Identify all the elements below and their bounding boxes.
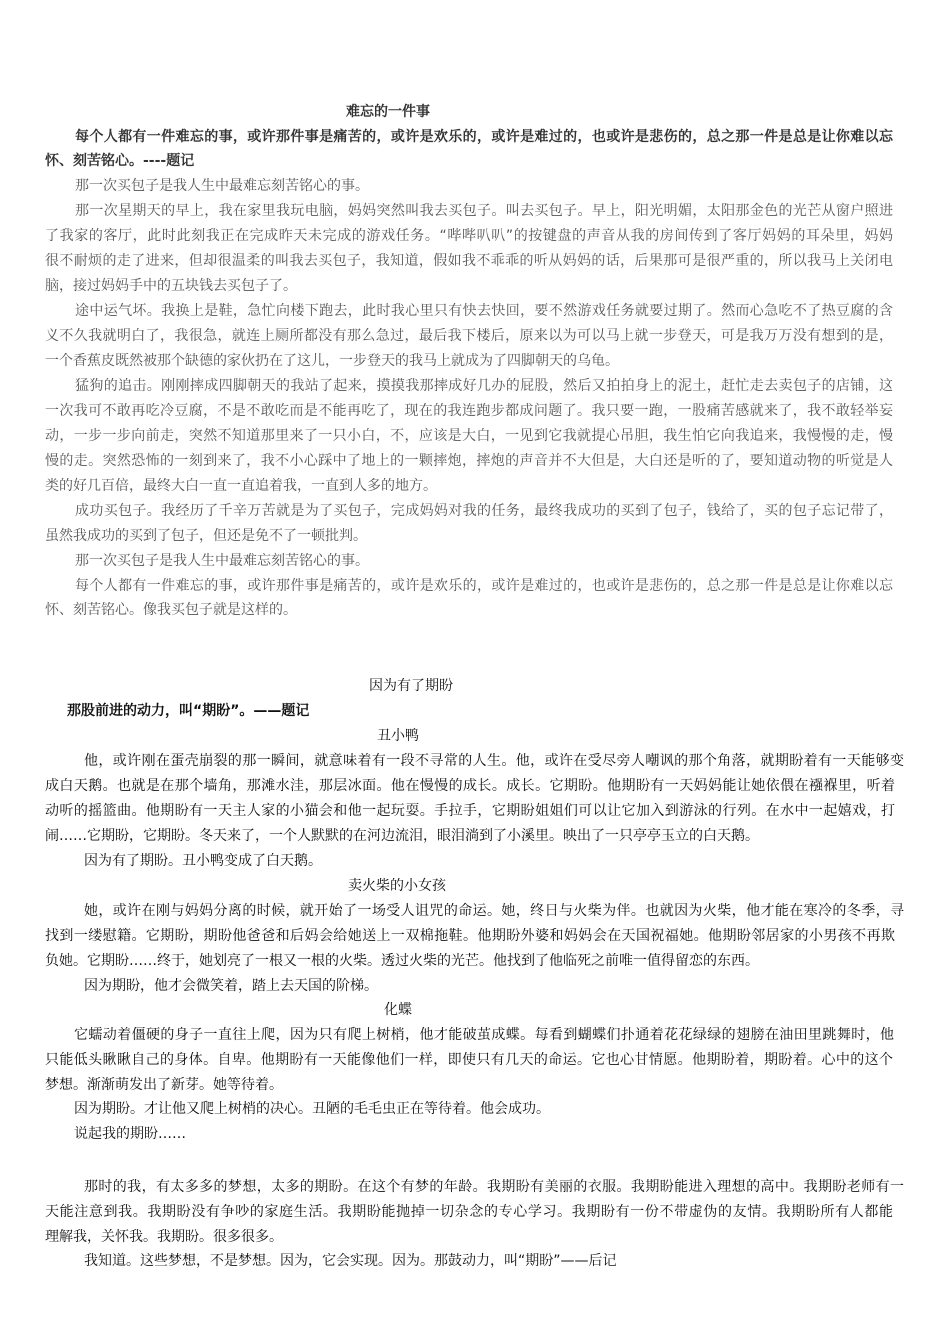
essay1-paragraph: 猛狗的追击。刚刚摔成四脚朝天的我站了起来，摸摸我那摔成好几办的屁股，然后又拍拍身上的泥土，赶忙走去卖包子的店铺，这 xyxy=(75,378,893,394)
section-line: 找到一缕慰籍。它期盼，期盼他爸爸和后妈会给她送上一双棉拖鞋。他期盼外婆和妈妈会在天国祝福她。他期盼邻居家的小男孩不再欺 xyxy=(45,928,895,944)
section-line: 天能注意到我。我期盼没有争吵的家庭生活。我期盼能抛掉一切杂念的专心学习。我期盼有一份不带虚伪的友情。我期盼所有人都能 xyxy=(45,1204,893,1220)
section-heading-butterfly: 化蝶 xyxy=(384,1002,412,1018)
section-line: 理解我，关怀我。我期盼。很多很多。 xyxy=(45,1229,283,1245)
section-line: 闹……它期盼，它期盼。冬天来了，一个人默默的在河边流泪，眼泪淌到了小溪里。映出了一只亭亭玉立的白天鹅。 xyxy=(45,828,759,844)
section-closing: 因为有了期盼。丑小鸭变成了白天鹅。 xyxy=(84,853,322,869)
essay1-paragraph: 那一次星期天的早上，我在家里我玩电脑，妈妈突然叫我去买包子。叫去买包子。早上，阳光明媚，太阳那金色的光芒从窗户照进 xyxy=(75,203,893,219)
section-line: 负她。它期盼……终于，她划亮了一根又一根的火柴。透过火柴的光芒。他找到了他临死之前唯一值得留恋的东西。 xyxy=(45,953,759,969)
essay1-paragraph: 那一次买包子是我人生中最难忘刻苦铭心的事。 xyxy=(75,178,369,194)
essay1-paragraph-line: 虽然我成功的买到了包子，但还是免不了一顿批判。 xyxy=(45,528,367,544)
section-line: 她，或许在刚与妈妈分离的时候，就开始了一场受人诅咒的命运。她，终日与火柴为伴。也就因为火柴，他才能在寒冷的冬季，寻 xyxy=(84,903,904,919)
essay1-paragraph-line: 慢的走。突然恐怖的一刻到来了，我不小心踩中了地上的一颗摔炮，摔炮的声音并不大但是，大白还是听的了，要知道动物的听觉是人 xyxy=(45,453,893,469)
essay1-paragraph-line: 一个香蕉皮既然被那个缺德的家伙扔在了这儿，一步登天的我马上就成为了四脚朝天的乌龟。 xyxy=(45,353,619,369)
essay1-paragraph: 途中运气坏。我换上是鞋，急忙向楼下跑去，此时我心里只有快去快回，要不然游戏任务就要过期了。然而心急吃不了热豆腐的含 xyxy=(75,303,893,319)
essay1-paragraph-line: 很不耐烦的走了进来，但却很温柔的叫我去买包子，我知道，假如我不乖乖的听从妈妈的话，后果那可是很严重的，所以我马上关闭电 xyxy=(45,253,893,269)
essay1-paragraph-line: 动，一步一步向前走，突然不知道那里来了一只小白，不，应该是大白，一见到它我就提心吊胆，我生怕它向我追来，我慢慢的走，慢 xyxy=(45,428,893,444)
section-line: 只能低头瞅瞅自己的身体。自卑。他期盼有一天能像他们一样，即使只有几天的命运。它也心甘情愿。他期盼着，期盼着。心中的这个 xyxy=(45,1052,893,1068)
section-closing: 因为期盼，他才会微笑着，踏上去天国的阶梯。 xyxy=(84,978,378,994)
section-line: 成白天鹅。也就是在那个墙角，那滩水洼，那层冰面。他在慢慢的成长。成长。它期盼。他期盼有一天妈妈能让她依偎在襁褓里，听着 xyxy=(45,778,895,794)
section-line: 他，或许刚在蛋壳崩裂的那一瞬间，就意味着有一段不寻常的人生。他，或许在受尽旁人嘲讽的那个角落，就期盼着有一天能够变 xyxy=(84,753,904,769)
essay1-paragraph: 成功买包子。我经历了千辛万苦就是为了买包子，完成妈妈对我的任务，最终我成功的买到了包子，钱给了，买的包子忘记带了， xyxy=(75,503,893,519)
essay1-preface-line: 怀、刻苦铭心。----题记 xyxy=(45,153,195,169)
essay2-title: 因为有了期盼 xyxy=(369,678,453,694)
essay1-paragraph: 那一次买包子是我人生中最难忘刻苦铭心的事。 xyxy=(75,553,369,569)
section-line: 那时的我，有太多多的梦想，太多的期盼。在这个有梦的年龄。我期盼有美丽的衣服。我期盼能进入理想的高中。我期盼老师有一 xyxy=(84,1179,904,1195)
essay1-paragraph-line: 怀、刻苦铭心。像我买包子就是这样的。 xyxy=(45,602,297,618)
essay1-paragraph-line: 一次我可不敢再吃冷豆腐，不是不敢吃而是不能再吃了，现在的我连跑步都成问题了。我只要一跑，一股痛苦感就来了，我不敢轻举妄 xyxy=(45,403,893,419)
essay1-paragraph: 每个人都有一件难忘的事，或许那件事是痛苦的，或许是欢乐的，或许是难过的，也或许是悲伤的，总之那一件是总是让你难以忘 xyxy=(75,578,893,594)
essay1-preface-line: 每个人都有一件难忘的事，或许那件事是痛苦的，或许是欢乐的，或许是难过的，也或许是悲伤的，总之那一件是总是让你难以忘 xyxy=(75,129,893,145)
essay1-title: 难忘的一件事 xyxy=(346,104,430,120)
section-heading-ugly-duckling: 丑小鸭 xyxy=(377,728,419,744)
section-line: 它蠕动着僵硬的身子一直往上爬，因为只有爬上树梢，他才能破茧成蝶。每看到蝴蝶们扑通着花花绿绿的翅膀在油田里跳舞时，他 xyxy=(74,1027,894,1043)
section-line: 梦想。渐渐萌发出了新芽。她等待着。 xyxy=(45,1077,283,1093)
section-heading-match-girl: 卖火柴的小女孩 xyxy=(348,878,446,894)
essay2-preface: 那股前进的动力，叫“期盼”。——题记 xyxy=(67,703,310,719)
section-closing: 因为期盼。才让他又爬上树梢的决心。丑陋的毛毛虫正在等待着。他会成功。 xyxy=(74,1101,550,1117)
essay1-paragraph-line: 了我家的客厅，此时此刻我正在完成昨天未完成的游戏任务。“哔哔叭叭”的按键盘的声音从我的房间传到了客厅妈妈的耳朵里，妈妈 xyxy=(45,228,893,244)
essay1-paragraph-line: 脑，接过妈妈手中的五块钱去买包子了。 xyxy=(45,278,297,294)
section-lead: 说起我的期盼…… xyxy=(74,1126,186,1142)
section-closing: 我知道。这些梦想，不是梦想。因为，它会实现。因为。那鼓动力，叫“期盼”——后记 xyxy=(84,1253,617,1269)
essay1-paragraph-line: 类的好几百倍，最终大白一直一直追着我，一直到人多的地方。 xyxy=(45,478,437,494)
section-line: 动听的摇篮曲。他期盼有一天主人家的小猫会和他一起玩耍。手拉手，它期盼姐姐们可以让它加入到游泳的行列。在水中一起嬉戏，打 xyxy=(45,803,895,819)
essay1-paragraph-line: 义不久我就明白了，我很急，就连上厕所都没有那么急过，最后我下楼后，原来以为可以马上就一步登天，可是我万万没有想到的是， xyxy=(45,328,893,344)
